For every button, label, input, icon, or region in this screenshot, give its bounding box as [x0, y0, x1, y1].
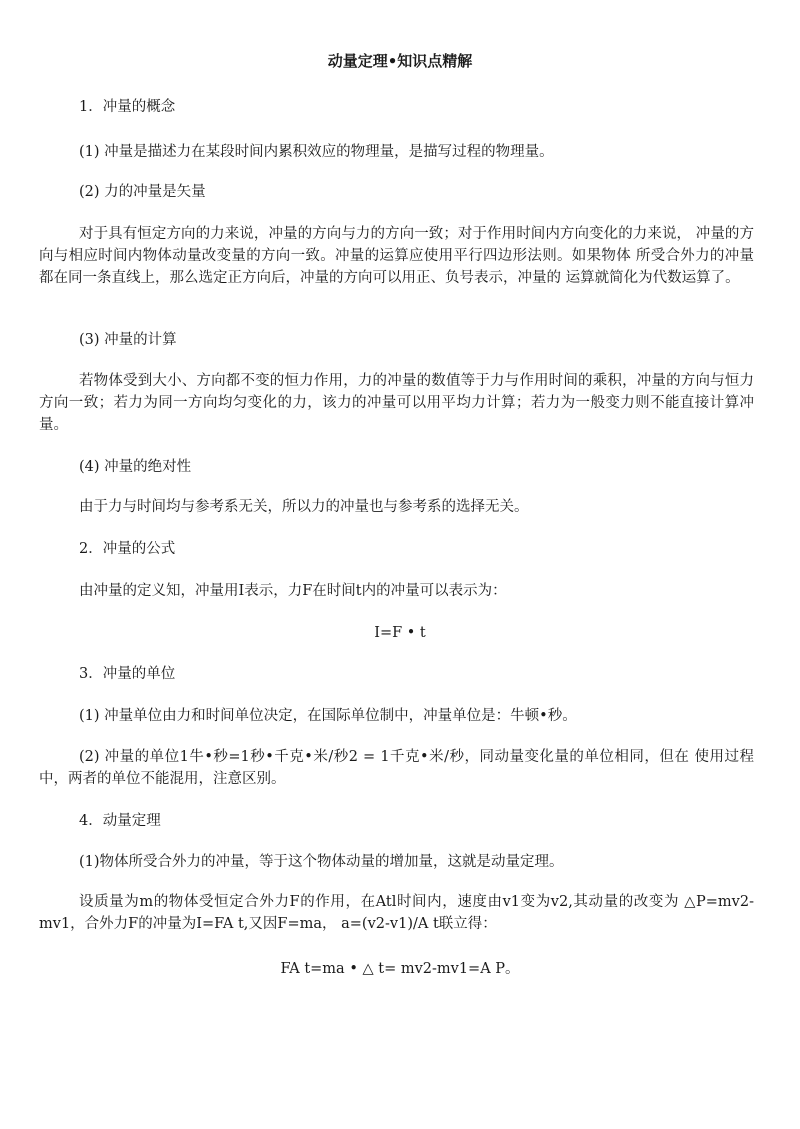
- section-4-point-2: 设质量为m的物体受恒定合外力F的作用，在Atl时间内，速度由v1变为v2,其动量的改变为 △P=mv2-mv1，合外力F的冲量为I=FA t,又因F=ma， a=(v2-v1)/A t联立得：: [39, 894, 754, 932]
- section-1-point-3-body: 若物体受到大小、方向都不变的恒力作用，力的冲量的数值等于力与作用时间的乘积，冲量的方向与恒力方向一致；若力为同一方向均匀变化的力，该力的冲量可以用平均力计算；若力为一般变力则不能直接计算冲量。: [39, 373, 754, 433]
- section-4-point-1: (1)物体所受合外力的冲量，等于这个物体动量的增加量，这就是动量定理。: [79, 854, 564, 870]
- momentum-theorem-formula: FA t=ma • △ t= mv2-mv1=A P。: [280, 961, 520, 977]
- section-1-point-1: (1) 冲量是描述力在某段时间内累积效应的物理量，是描写过程的物理量。: [79, 144, 554, 160]
- section-1-point-3: (3) 冲量的计算: [79, 332, 177, 348]
- document-title: 动量定理•知识点精解: [327, 52, 473, 70]
- section-4-heading: 4．动量定理: [79, 813, 161, 829]
- section-3-point-2: (2) 冲量的单位1牛•秒=1秒•千克•米/秒2 = 1千克•米/秒，同动量变化量的单位相同，但在 使用过程中，两者的单位不能混用，注意区别。: [39, 749, 754, 787]
- section-1-point-2-body: 对于具有恒定方向的力来说，冲量的方向与力的方向一致；对于作用时间内方向变化的力来说， 冲量的方向与相应时间内物体动量改变量的方向一致。冲量的运算应使用平行四边形法则。如果物体 所受合外力的冲量都在同一条直线上，那么选定正方向后，冲量的方向可以用正、负号表示，冲量的 运算就简化为代数运算了。: [39, 226, 754, 286]
- section-2-body: 由冲量的定义知，冲量用I表示，力F在时间t内的冲量可以表示为：: [79, 583, 507, 599]
- section-3-point-1: (1) 冲量单位由力和时间单位决定，在国际单位制中，冲量单位是：牛顿•秒。: [79, 708, 577, 724]
- section-1-heading: 1．冲量的概念: [79, 99, 176, 115]
- section-1-point-4-body: 由于力与时间均与参考系无关，所以力的冲量也与参考系的选择无关。: [79, 499, 529, 515]
- section-1-point-2: (2) 力的冲量是矢量: [79, 184, 206, 200]
- section-3-heading: 3．冲量的单位: [79, 666, 176, 682]
- section-2-heading: 2．冲量的公式: [79, 541, 176, 557]
- impulse-formula: I=F • t: [374, 625, 426, 641]
- section-1-point-4: (4) 冲量的绝对性: [79, 459, 192, 475]
